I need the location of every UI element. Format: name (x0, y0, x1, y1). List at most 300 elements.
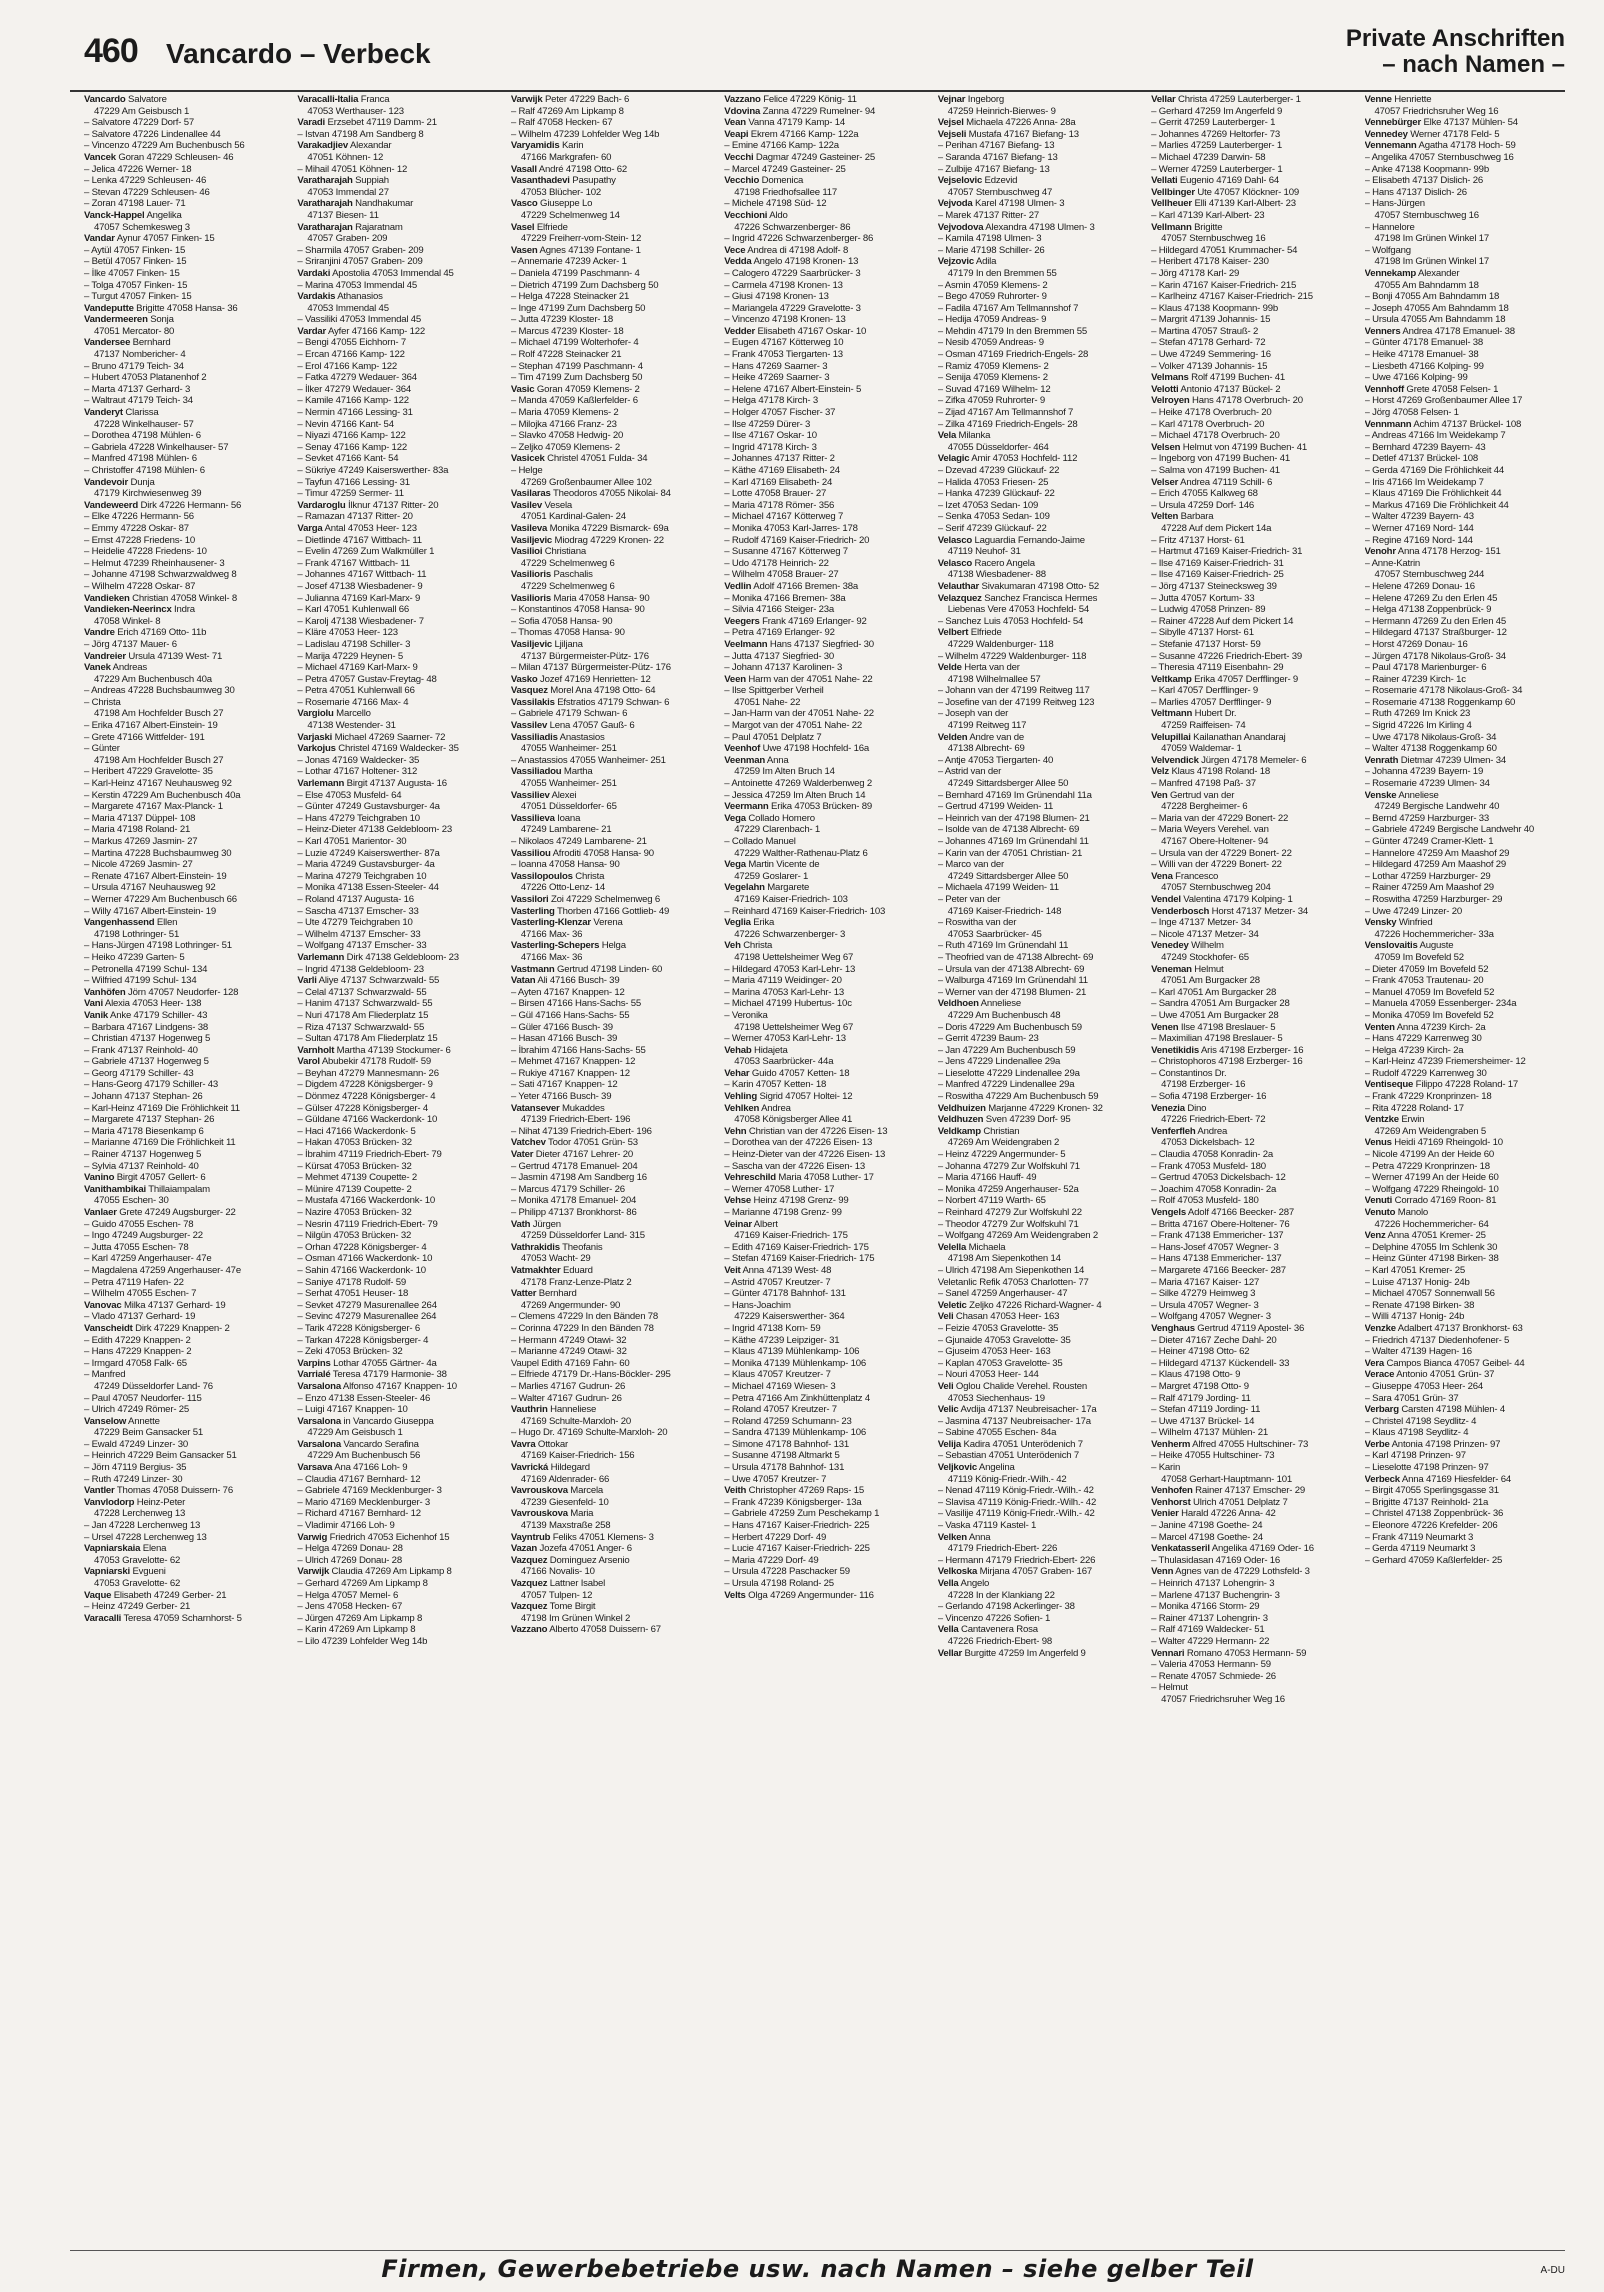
directory-entry: – Gabriela 47228 Winkelhauser- 57 (84, 441, 229, 453)
directory-entry: – Margarete 47137 Stephan- 26 (84, 1114, 215, 1126)
directory-entry: – Calogero 47229 Saarbrücker- 3 (724, 267, 861, 279)
directory-entry: – Maria 47167 Kaiser- 127 (1151, 1276, 1260, 1288)
directory-entry: – Sebastian 47051 Unterödenich 7 (937, 1450, 1080, 1462)
directory-entry: 47057 Tulpen- 12 (520, 1589, 593, 1601)
directory-entry-head: Vehling Sigrid 47057 Holtei- 12 (724, 1091, 853, 1103)
entry-surname: Veli (937, 1380, 954, 1392)
directory-entry: 47198 Friedhofsallee 117 (734, 186, 838, 198)
directory-entry: – Emine 47166 Kamp- 122a (724, 140, 839, 152)
directory-entry-head: Varlemann Dirk 47138 Geldebloom- 23 (297, 951, 459, 963)
directory-entry-head: Vatan Ali 47166 Busch- 39 (510, 975, 620, 987)
directory-entry-head: Vazan Jozefa 47051 Anger- 6 (510, 1543, 632, 1555)
directory-entry-head: Vazquez Tome Birgit (510, 1601, 596, 1613)
entry-surname: Velden (937, 731, 968, 743)
directory-entry: – Marina 47279 Teichgraben 10 (297, 870, 427, 882)
directory-entry-head: Vassilakis Efstratios 47179 Schwan- 6 (510, 696, 670, 708)
directory-entry-head: Vandieken-Neerincx Indra (84, 604, 195, 616)
directory-entry: – Margret 47198 Otto- 9 (1151, 1380, 1249, 1392)
entry-surname: Veldkamp (937, 1125, 981, 1137)
directory-entry: – Tarik 47228 Königsberger- 6 (297, 1322, 420, 1334)
directory-entry: – Bernd 47259 Harzburger- 33 (1364, 812, 1490, 824)
directory-entry: – Lieselotte 47229 Lindenallee 29a (937, 1067, 1080, 1079)
directory-entry-head: Varakadjiev Alexandar (297, 140, 392, 152)
directory-entry: 47137 Nombericher- 4 (94, 349, 186, 361)
directory-entry-head: Vellar Christa 47259 Lauterberger- 1 (1151, 94, 1301, 105)
directory-entry-head: Vellar Burgitte 47259 Im Angerfeld 9 (937, 1647, 1086, 1659)
directory-entry: – Werner 47053 Karl-Lehr- 13 (724, 1033, 846, 1045)
entry-surname: Vejselovic (937, 175, 983, 187)
directory-entry-head: Vani Alexia 47053 Heer- 138 (84, 998, 202, 1010)
directory-entry: – Marlene 47137 Buchengrin- 3 (1151, 1589, 1280, 1601)
directory-entry: – Vincenzo 47226 Sofien- 1 (937, 1612, 1051, 1624)
directory-entry: – Johanna 47279 Zur Wolfskuhl 71 (937, 1160, 1080, 1172)
directory-entry-head: Vdovina Zanna 47229 Rumelner- 94 (724, 105, 876, 117)
directory-entry: – Werner 47259 Lauterberger- 1 (1151, 163, 1283, 175)
entry-surname: Velija (937, 1438, 962, 1450)
footer-note: Firmen, Gewerbebetriebe usw. nach Namen – siehe gelber Teil (381, 2255, 1254, 2283)
directory-entry: – Walter 47167 Gudrun- 26 (510, 1392, 622, 1404)
entry-surname: Vegelahn (724, 882, 765, 894)
entry-surname: Varlemann (297, 951, 345, 963)
entry-surname: Vasilioi (510, 546, 543, 558)
directory-entry: – Milan 47137 Bürgermeister-Pütz- 176 (510, 662, 671, 674)
directory-entry: – Petra 47169 Erlanger- 92 (724, 627, 835, 639)
directory-entry: – Käthe 47239 Leipziger- 31 (724, 1334, 840, 1346)
entry-surname: Vehlken (724, 1102, 760, 1114)
directory-entry: – Herbert 47229 Dorf- 49 (724, 1531, 827, 1543)
directory-entry: – Heike 47055 Hultschiner- 73 (1151, 1450, 1275, 1462)
directory-entry: – Marcus 47239 Kloster- 18 (510, 325, 624, 337)
directory-entry: – Hedija 47059 Andreas- 9 (937, 314, 1047, 326)
directory-entry: – Hans-Jürgen 47198 Lothringer- 51 (84, 940, 232, 952)
directory-entry: – Rosemarie 47138 Roggenkamp 60 (1364, 696, 1516, 708)
directory-entry: 47228 Lerchenweg 13 (94, 1508, 186, 1520)
directory-entry: – İlke 47057 Finken- 15 (84, 267, 180, 279)
entry-surname: Veglia (724, 917, 751, 929)
directory-entry: – Gerhard 47269 Am Lipkamp 8 (297, 1578, 428, 1589)
directory-entry-head: Varnholt Martha 47139 Stockumer- 6 (297, 1044, 451, 1056)
directory-entry: – Klaus 47139 Mühlenkamp- 106 (724, 1346, 860, 1358)
entry-surname: Veit (724, 1264, 741, 1276)
directory-entry: – Horst 47269 Großenbaumer Allee 17 (1364, 395, 1523, 407)
directory-entry: – Perihan 47167 Biefang- 13 (937, 140, 1055, 152)
directory-entry: 47053 Saarbrücker- 44a (734, 1056, 834, 1068)
directory-entry: – Monika 47139 Mühlenkamp- 106 (724, 1357, 866, 1369)
directory-entry: – Hans 47279 Teichgraben 10 (297, 812, 420, 824)
directory-entry: – Timur 47259 Sermer- 11 (297, 488, 404, 500)
entry-surname: Vedda (724, 256, 752, 268)
directory-entry-head: Vennari Romano 47053 Hermann- 59 (1151, 1647, 1307, 1659)
directory-entry: – Riza 47137 Schwarzwald- 55 (297, 1021, 425, 1033)
directory-entry: – Waltraut 47179 Teich- 34 (84, 395, 193, 407)
directory-entry-head: Venz Anna 47051 Kremer- 25 (1364, 1230, 1486, 1242)
directory-entry: – Markus 47169 Die Fröhlichkeit 44 (1364, 499, 1509, 511)
entry-surname: Varadi (297, 117, 326, 129)
directory-entry: 47229 Walther-Rathenau-Platz 6 (734, 847, 868, 859)
entry-surname: Vavrouskova (510, 1485, 568, 1497)
entry-surname: Varnholt (297, 1044, 335, 1056)
directory-entry: – Monika 47053 Karl-Jarres- 178 (724, 522, 858, 534)
directory-entry-head: Vejselovic Edzevid (937, 175, 1018, 187)
directory-entry: – Roland 47057 Kreutzer- 7 (724, 1404, 837, 1416)
section-title (1346, 26, 1565, 78)
directory-entry-head: Vasel Elfriede (510, 221, 568, 233)
directory-entry: – Renate 47198 Birken- 38 (1364, 1299, 1475, 1311)
entry-surname: Vasquez (510, 685, 548, 697)
directory-entry: – Werner 47199 An der Heide 60 (1364, 1172, 1499, 1184)
directory-entry: – Maria Weyers Verehel. van (1151, 824, 1269, 836)
entry-surname: Veegers (724, 615, 760, 627)
directory-entry: – Jörg 47137 Mauer- 6 (84, 638, 177, 650)
directory-entry-head: Veldhuzen Sven 47239 Dorf- 95 (937, 1114, 1071, 1126)
directory-entry: – Karlheinz 47167 Kaiser-Friedrich- 215 (1151, 291, 1313, 303)
directory-entry: – Saranda 47167 Biefang- 13 (937, 151, 1058, 163)
directory-entry: 47228 Auf dem Pickert 14a (1161, 522, 1272, 534)
entry-surname: Vardar (297, 325, 327, 337)
directory-entry-head: Veldkamp Christian (937, 1125, 1020, 1137)
directory-entry: – Günter 47178 Bahnhof- 131 (724, 1288, 846, 1300)
directory-entry: – Hans 47229 Karrenweg 30 (1364, 1033, 1482, 1045)
entry-surname: Venz (1364, 1230, 1386, 1242)
directory-entry: 47198 Im Grünen Winkel 2 (520, 1612, 631, 1624)
directory-entry: – Frank 47053 Tiergarten- 13 (724, 349, 843, 361)
directory-entry: – Daniela 47199 Paschmann- 4 (510, 267, 640, 279)
entry-surname: Venen (1151, 1021, 1179, 1033)
directory-entry: – Serif 47239 Glückauf- 22 (937, 522, 1047, 534)
directory-entry: – Michael 47178 Overbruch- 20 (1151, 430, 1280, 442)
directory-entry: – Hildegard 47137 Kückendell- 33 (1151, 1357, 1290, 1369)
directory-entry: 47179 In den Bremmen 55 (947, 267, 1057, 279)
directory-entry-head: Vavra Ottokar (510, 1438, 568, 1450)
directory-entry: – Nesrin 47119 Friedrich-Ebert- 79 (297, 1218, 438, 1230)
entry-surname: Vantler (84, 1485, 115, 1497)
entry-surname: Vanvlodorp (84, 1496, 135, 1508)
entry-surname: Vatansever (510, 1102, 560, 1114)
directory-entry: – Marie 47198 Schiller- 26 (937, 244, 1045, 256)
directory-entry-head: Velkoska Mirjana 47057 Graben- 167 (937, 1566, 1092, 1578)
directory-entry-head: Vandre Erich 47169 Otto- 11b (84, 627, 207, 639)
directory-entry: 47259 Raiffeisen- 74 (1161, 720, 1246, 732)
directory-entry: – Silke 47279 Heimweg 3 (1151, 1288, 1256, 1300)
directory-entry: – Renate 47057 Schmiede- 26 (1151, 1670, 1276, 1682)
entry-surname: Vasterling-Klenzar (510, 917, 591, 929)
entry-surname: Vanek (84, 662, 111, 674)
directory-entry: – Karl 47051 Am Burgacker 28 (1151, 986, 1277, 998)
directory-entry: Veletanlic Refik 47053 Charlotten- 77 (937, 1276, 1089, 1288)
directory-entry: – Osman 47166 Wackerdonk- 10 (297, 1253, 433, 1265)
directory-entry: – Veronika (724, 1009, 768, 1021)
directory-entry: – Nicole 47137 Metzer- 34 (1151, 928, 1259, 940)
directory-entry: – Anastassios 47055 Wanheimer- 251 (510, 754, 666, 766)
directory-entry-head: Vasquez Morel Ana 47198 Otto- 64 (510, 685, 656, 697)
directory-entry-head: Vassiliev Alexei (510, 789, 577, 801)
directory-entry: – Erich 47055 Kalkweg 68 (1151, 488, 1258, 500)
directory-entry: – Paul 47051 Delplatz 7 (724, 731, 822, 743)
directory-entry: – Ulrich 47269 Donau- 28 (297, 1554, 402, 1566)
directory-entry: – Joseph 47055 Am Bahndamm 18 (1364, 302, 1509, 314)
entry-surname: Vejvodova (937, 221, 984, 233)
directory-entry: – Heribert 47229 Gravelotte- 35 (84, 766, 213, 778)
directory-entry: – Theodor 47279 Zur Wolfskuhl 71 (937, 1218, 1079, 1230)
directory-entry: – Lucie 47167 Kaiser-Friedrich- 225 (724, 1543, 870, 1555)
directory-entry: – Corinna 47229 In den Bänden 78 (510, 1322, 654, 1334)
directory-entry: – Detlef 47137 Brückel- 108 (1364, 453, 1479, 465)
directory-entry: – Ulrich 47198 Am Siepenkothen 14 (937, 1264, 1085, 1276)
directory-entry-head: Verbarg Carsten 47198 Mühlen- 4 (1364, 1404, 1505, 1416)
directory-entry: – Zeki 47053 Brücken- 32 (297, 1346, 403, 1358)
directory-entry: – Mariangela 47229 Gravelotte- 3 (724, 302, 861, 314)
directory-entry: – Karl 47169 Elisabeth- 24 (724, 476, 833, 488)
directory-entry: – Dönmez 47228 Königsberger- 4 (297, 1091, 436, 1103)
directory-entry: – Hildegard 47137 Straßburger- 12 (1364, 627, 1507, 639)
directory-entry: – Walburga 47169 Im Grünendahl 11 (937, 975, 1088, 987)
entry-surname: Vassilieva (510, 812, 555, 824)
directory-entry: – Hans 47137 Dislich- 26 (1364, 186, 1467, 198)
directory-entry: 47178 Franz-Lenze-Platz 2 (520, 1276, 632, 1288)
directory-entry: 47249 Stockhofer- 65 (1161, 951, 1249, 963)
directory-entry: – Hans 47269 Saarner- 3 (724, 360, 828, 372)
directory-entry: – Mustafa 47166 Wackerdonk- 10 (297, 1195, 436, 1207)
directory-entry: – Ralf 47169 Waldecker- 51 (1151, 1624, 1265, 1636)
entry-surname: Vazzano (724, 94, 761, 105)
directory-entry: – Christel 47138 Zoppenbrück- 36 (1364, 1508, 1504, 1520)
directory-entry: – Monika 47166 Storm- 29 (1151, 1601, 1260, 1613)
directory-entry-head: Verace Antonio 47051 Grün- 37 (1364, 1369, 1495, 1381)
directory-entry: – Ursula 47057 Wegner- 3 (1151, 1299, 1259, 1311)
directory-entry: 47198 Am Hochfelder Busch 27 (94, 708, 224, 720)
directory-entry: – Marlies 47057 Derfflinger- 9 (1151, 696, 1272, 708)
entry-surname: Vanik (84, 1009, 109, 1021)
directory-entry: 47198 Uettelsheimer Weg 67 (734, 1021, 854, 1033)
directory-entry: – Heike 47269 Saarner- 3 (724, 372, 830, 384)
directory-entry-head: Varsalona Alfonso 47167 Knappen- 10 (297, 1380, 457, 1392)
directory-entry: 47229 Beim Gansacker 51 (94, 1427, 203, 1439)
directory-column (938, 94, 1137, 2194)
directory-entry-head: Vera Campos Bianca 47057 Geibel- 44 (1364, 1357, 1525, 1369)
directory-entry: – Manuel 47059 Im Bovefeld 52 (1364, 986, 1495, 998)
directory-entry-head: Vanck-Happel Angelika (84, 209, 182, 221)
directory-entry: – Christoffer 47198 Mühlen- 6 (84, 465, 205, 476)
directory-entry: – Karl 47057 Derfflinger- 9 (1151, 685, 1259, 697)
directory-entry: – Martina 47228 Buchsbaumweg 30 (84, 847, 232, 859)
directory-entry: – Gjuseim 47053 Heer- 163 (937, 1346, 1051, 1358)
directory-entry-head: Venhofen Rainer 47137 Emscher- 29 (1151, 1485, 1306, 1497)
entry-surname: Vazquez (510, 1601, 548, 1613)
directory-entry: – Tarkan 47228 Königsberger- 4 (297, 1334, 429, 1346)
directory-entry: – Slavko 47058 Hedwig- 20 (510, 430, 624, 442)
directory-entry: – Ursula 47055 Am Bahndamm 18 (1364, 314, 1506, 326)
entry-surname: Ventiseque (1364, 1079, 1414, 1091)
directory-entry: – Haci 47166 Wackerdonk- 5 (297, 1125, 416, 1137)
directory-entry: – Zilka 47169 Friedrich-Engels- 28 (937, 418, 1078, 430)
directory-entry: – Heidelie 47228 Friedens- 10 (84, 546, 207, 558)
entry-surname: Veltmann (1151, 708, 1193, 720)
directory-entry: – Clemens 47229 In den Bänden 78 (510, 1311, 659, 1323)
directory-entry: – Josef 47138 Wiesbadener- 9 (297, 580, 423, 592)
directory-entry: – Hanka 47239 Glückauf- 22 (937, 488, 1055, 500)
directory-entry: 47199 Reitweg 117 (947, 720, 1027, 732)
directory-entry: – Julianna 47169 Karl-Marx- 9 (297, 592, 421, 604)
entry-surname: Vanovac (84, 1299, 122, 1311)
directory-entry: – Heinz 47249 Gerber- 21 (84, 1601, 191, 1613)
directory-entry: 47226 Otto-Lenz- 14 (520, 882, 606, 894)
entry-surname: Varacalli (84, 1612, 122, 1624)
directory-entry: – Karl 47051 Marientor- 30 (297, 836, 407, 847)
directory-entry-head: Vedlin Adolf 47166 Bremen- 38a (724, 580, 858, 592)
directory-entry-head: Vasilioris Paschalis (510, 569, 593, 581)
directory-entry: – Ilse 47167 Oskar- 10 (724, 430, 817, 442)
directory-entry: – Tim 47199 Zum Dachsberg 50 (510, 372, 643, 384)
directory-entry-head: Velvendick Jürgen 47178 Memeler- 6 (1151, 754, 1307, 766)
directory-entry: – Michael 47239 Darwin- 58 (1151, 151, 1266, 163)
directory-entry: – Gerhard 47259 Im Angerfeld 9 (1151, 105, 1283, 117)
directory-entry-head: Veletic Zeljko 47226 Richard-Wagner- 4 (937, 1299, 1102, 1311)
directory-entry: – Stephan 47199 Paschmann- 4 (510, 360, 643, 372)
directory-entry-head: Vasterling-Schepers Helga (510, 940, 626, 952)
entry-surname: Venne (1364, 94, 1392, 105)
directory-entry: – Vladimir 47166 Loh- 9 (297, 1520, 395, 1532)
entry-surname: Vega (724, 859, 746, 871)
directory-entry-head: Vecchio Domenica (724, 175, 804, 187)
directory-entry: – Gabriele 47137 Hogenweg 5 (84, 1056, 209, 1068)
directory-entry: – Sabine 47055 Eschen- 84a (937, 1427, 1057, 1439)
directory-entry: – Zulbije 47167 Biefang- 13 (937, 163, 1050, 175)
directory-entry: – Evelin 47269 Zum Walkmüller 1 (297, 546, 435, 558)
entry-surname: Varlemann (297, 778, 345, 790)
directory-entry-head: Vanik Anke 47179 Schiller- 43 (84, 1009, 208, 1021)
directory-entry: – Karl 47051 Kuhlenwall 66 (297, 604, 410, 616)
directory-entry: – Ladislau 47198 Schiller- 3 (297, 638, 411, 650)
directory-entry: – Michael 47199 Hubertus- 10c (724, 998, 852, 1010)
directory-entry: – Ioanna 47058 Hansa- 90 (510, 859, 620, 871)
directory-entry: – Klaus 47057 Kreutzer- 7 (724, 1369, 831, 1381)
directory-entry: – Andreas 47166 Im Weidekamp 7 (1364, 430, 1506, 442)
directory-entry: 47226 Schwarzenberger- 3 (734, 928, 846, 940)
directory-entry: – Jan 47228 Lerchenweg 13 (84, 1520, 201, 1532)
entry-surname: Vathrakidis (510, 1241, 560, 1253)
entry-surname: Vecchio (724, 175, 760, 187)
directory-entry-head: Vejvoda Karel 47198 Ulmen- 3 (937, 198, 1065, 210)
directory-entry-head: Venn Agnes van de 47229 Lothsfeld- 3 (1151, 1566, 1310, 1578)
entry-surname: Vazquez (510, 1578, 548, 1589)
directory-entry-head: Vavrouskova Marcela (510, 1485, 604, 1497)
directory-entry-head: Vandeweerd Dirk 47226 Hermann- 56 (84, 499, 242, 511)
directory-entry-head: Vanderyt Clarissa (84, 407, 159, 419)
entry-surname: Vauthrin (510, 1404, 548, 1416)
entry-surname: Verbeck (1364, 1473, 1400, 1485)
directory-entry: – Giusi 47198 Kronen- 13 (724, 291, 829, 303)
entry-surname: Varwijk (297, 1566, 330, 1578)
directory-entry: – Johannes 47167 Wittbach- 11 (297, 569, 427, 581)
directory-entry: – Uwe 47178 Nikolaus-Groß- 34 (1364, 731, 1497, 743)
directory-entry-head: Vanlaer Grete 47249 Augsburger- 22 (84, 1207, 236, 1218)
directory-entry: – Vassiliki 47053 Immendal 45 (297, 314, 422, 326)
directory-entry-head: Ven Gertrud van der (1151, 789, 1235, 801)
entry-surname: Varol (297, 1056, 320, 1068)
directory-entry-head: Vegelahn Margarete (724, 882, 810, 894)
directory-entry: – Johannes 47169 Im Grünendahl 11 (937, 836, 1089, 847)
directory-entry: – Dorothea van der 47226 Eisen- 13 (724, 1137, 873, 1149)
directory-entry-head: Vejzovic Adila (937, 256, 997, 268)
directory-entry: – Joachim 47058 Konradin- 2a (1151, 1183, 1277, 1195)
directory-entry: – Hildegard 47051 Krummacher- 54 (1151, 244, 1298, 256)
directory-entry: 47259 Im Alten Bruch 14 (734, 766, 835, 778)
entry-surname: Varsalona (297, 1380, 341, 1392)
directory-entry-head: Veermann Erika 47053 Brücken- 89 (724, 801, 872, 813)
directory-entry: – Elisabeth 47137 Dislich- 26 (1364, 175, 1483, 187)
directory-entry: – Rainer 47228 Auf dem Pickert 14 (1151, 615, 1294, 627)
directory-entry: – Rosemarie 47166 Max- 4 (297, 696, 409, 708)
directory-entry: – Michael 47167 Kötterweg 7 (724, 511, 844, 523)
directory-entry: – Ilse 47259 Dürer- 3 (724, 418, 811, 430)
directory-entry: – Sati 47167 Knappen- 12 (510, 1079, 618, 1091)
directory-entry: – Ruth 47169 Im Grünendahl 11 (937, 940, 1069, 952)
entry-surname: Vasterling-Schepers (510, 940, 600, 952)
directory-entry-head: Vasilev Vesela (510, 499, 573, 511)
entry-surname: Venske (1364, 789, 1397, 801)
directory-entry: – Helga 47228 Steinacker 21 (510, 291, 630, 303)
directory-entry-head: Vanithambikai Thillaiampalam (84, 1183, 210, 1195)
directory-entry: – Ursula 47259 Dorf- 146 (1151, 499, 1255, 511)
entry-surname: Vancek (84, 151, 116, 163)
entry-surname: Vandar (84, 233, 115, 245)
directory-entry: – Zoran 47198 Lauer- 71 (84, 198, 186, 210)
directory-entry-head: Vean Vanna 47179 Kamp- 14 (724, 117, 845, 129)
directory-entry-head: Vauthrin Hanneliese (510, 1404, 597, 1416)
directory-entry: – Klaus 47198 Otto- 9 (1151, 1369, 1241, 1381)
directory-column (511, 94, 710, 2194)
directory-entry: – Erol 47166 Kamp- 122 (297, 360, 398, 372)
directory-entry: – Sanchez Luis 47053 Hochfeld- 54 (937, 615, 1084, 627)
directory-entry: – Lothar 47167 Holtener- 312 (297, 766, 418, 778)
entry-surname: Vanderyt (84, 407, 123, 419)
directory-entry: – Monika 47059 Im Bovefeld 52 (1364, 1009, 1494, 1021)
entry-surname: Venuti (1364, 1195, 1393, 1207)
directory-entry-head: Vanovac Milka 47137 Gerhard- 19 (84, 1299, 226, 1311)
directory-entry-head: Vella Cantavenera Rosa (937, 1624, 1038, 1636)
directory-entry: 47259 Düsseldorfer Land- 315 (520, 1230, 645, 1242)
directory-entry: – Claudia 47058 Konradin- 2a (1151, 1149, 1273, 1161)
directory-entry: 47226 Hochemmericher- 64 (1374, 1218, 1489, 1230)
directory-entry: – Hartmut 47169 Kaiser-Friedrich- 31 (1151, 546, 1303, 558)
directory-entry: – Marina 47053 Karl-Lehr- 13 (724, 986, 844, 998)
directory-entry: – Johanna 47239 Bayern- 19 (1364, 766, 1484, 778)
directory-entry: – Marianne 47169 Die Fröhlichkeit 11 (84, 1137, 236, 1149)
directory-entry-head: Vennedey Werner 47178 Feld- 5 (1364, 128, 1500, 140)
entry-surname: Varatharajah (297, 175, 353, 187)
directory-entry: – Margarete 47166 Beecker- 287 (1151, 1264, 1286, 1276)
directory-entry: – Ingrid 47178 Kirch- 3 (724, 441, 817, 453)
directory-entry: 47053 Siechenhaus- 19 (947, 1392, 1045, 1404)
entry-surname: Vavra (510, 1438, 536, 1450)
directory-entry: – Gerhard 47059 Kaßlerfelder- 25 (1364, 1554, 1503, 1566)
directory-entry: – Salvatore 47226 Lindenallee 44 (84, 128, 221, 140)
directory-entry: – Karl-Heinz 47239 Friemersheimer- 12 (1364, 1056, 1526, 1068)
directory-entry: – Manfred 47198 Paß- 37 (1151, 778, 1256, 790)
directory-entry: – Uwe 47166 Kolping- 99 (1364, 372, 1468, 384)
directory-entry: – Helmut (1151, 1682, 1188, 1694)
entry-surname: Vardaki (297, 267, 331, 279)
entry-surname: Vejsel (937, 117, 964, 129)
directory-entry: – Frank 47239 Königsberger- 13a (724, 1496, 862, 1508)
directory-entry: – Klaus 47138 Koopmann- 99b (1151, 302, 1278, 314)
entry-surname: Vavrouskova (510, 1508, 568, 1520)
entry-surname: Velauthar (937, 580, 980, 592)
directory-entry: – Paul 47178 Marienburger- 6 (1364, 662, 1487, 674)
directory-entry: – Nicole 47199 An der Heide 60 (1364, 1149, 1495, 1161)
directory-entry: – Jan-Harm van der 47051 Nahe- 22 (724, 708, 874, 720)
directory-entry: 47053 Wacht- 29 (520, 1253, 591, 1265)
